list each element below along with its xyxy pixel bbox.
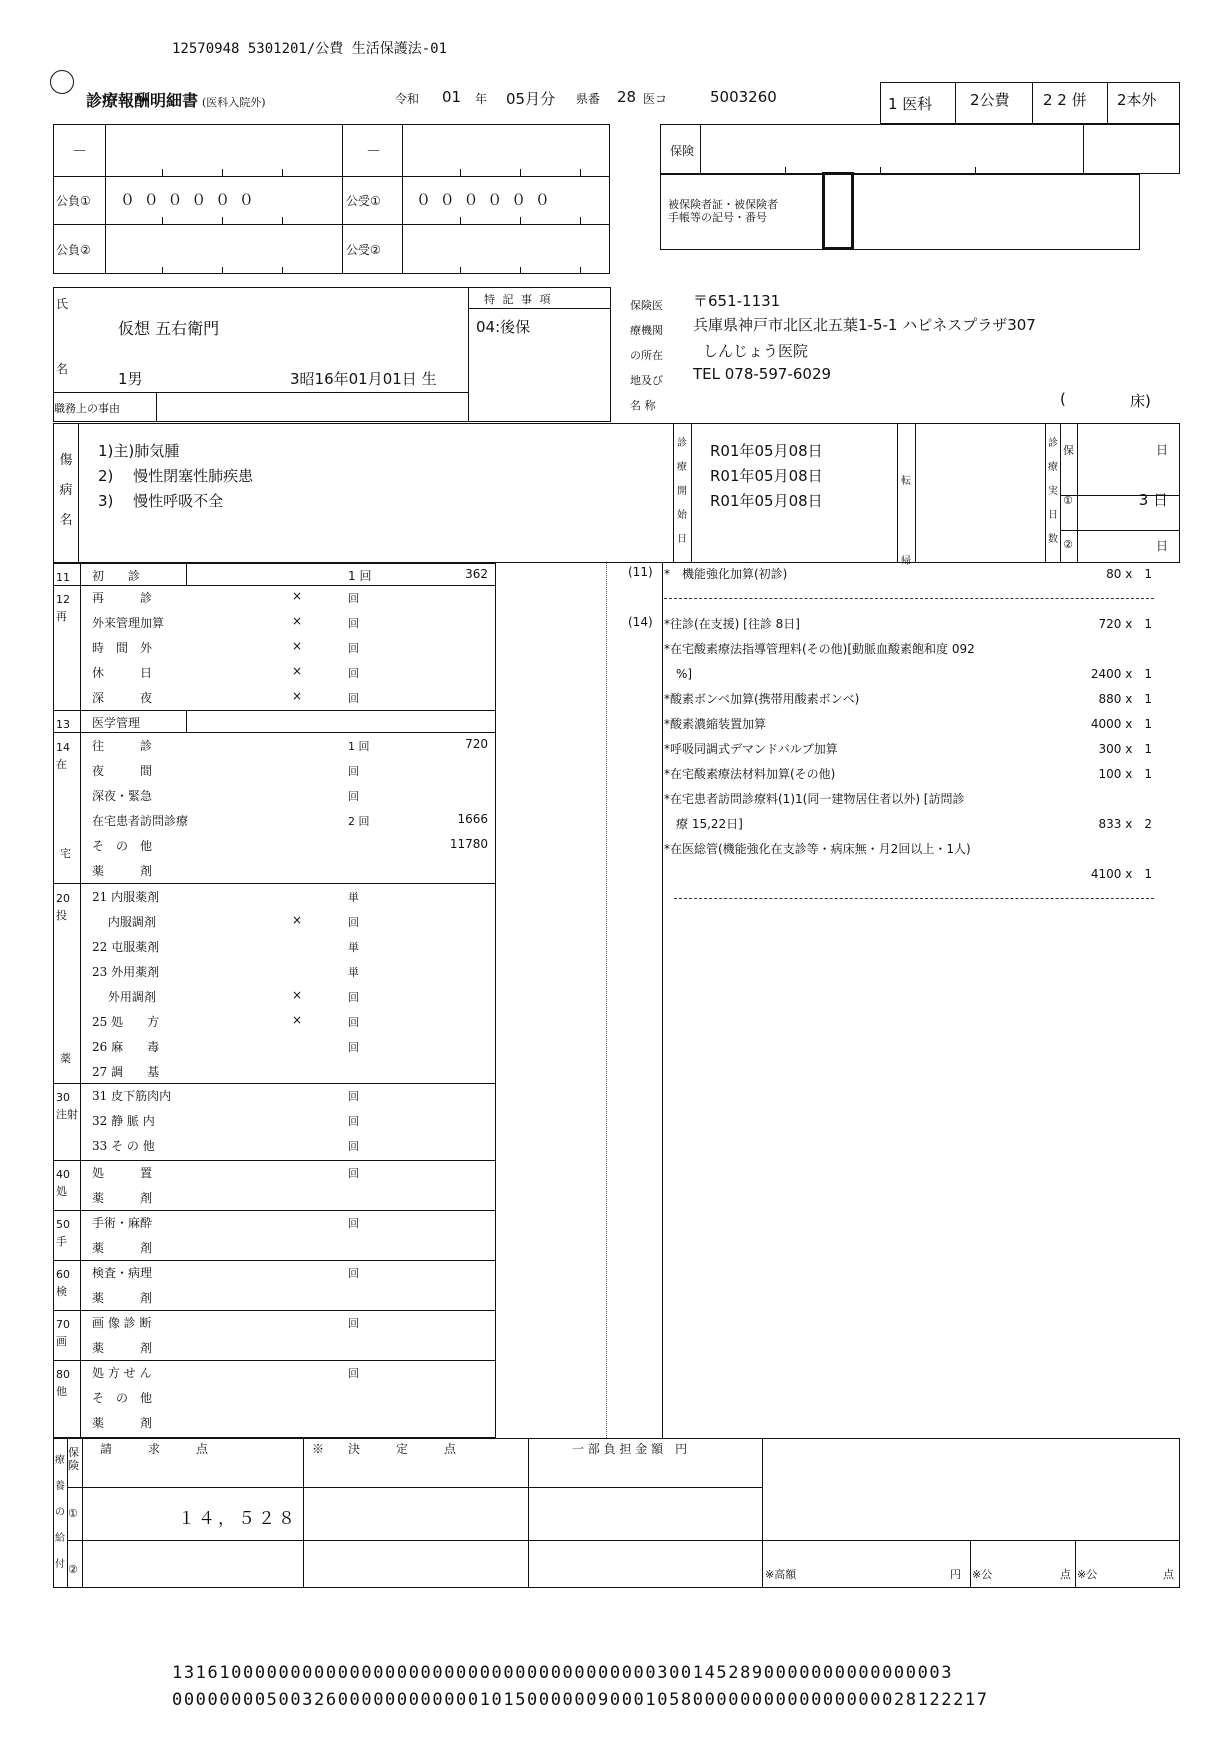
- claim-label: 請 求 点: [100, 1442, 209, 1456]
- clinic-name: しんじょう医院: [703, 342, 809, 360]
- type-box-4: 2本外: [1117, 91, 1157, 109]
- days-public-1: 3 日: [1138, 491, 1168, 509]
- category-row-name: 手術・麻酔: [92, 1216, 153, 1230]
- days-key-3: ②: [1063, 538, 1073, 551]
- patient-sex: 1男: [118, 370, 143, 388]
- totals-row-1: ①: [68, 1507, 78, 1520]
- special-label: 特 記 事 項: [484, 293, 553, 306]
- special-value: 04:後保: [476, 318, 531, 336]
- recip1-label: 公受①: [346, 194, 381, 208]
- ko2-unit: 点: [1163, 1568, 1174, 1581]
- category-row-name: 画 像 診 断: [92, 1316, 152, 1330]
- category-row-unit: 単: [348, 941, 359, 954]
- name-label-2: 名: [56, 362, 69, 376]
- category-row-name: 31 皮下筋肉内: [92, 1089, 172, 1103]
- insurance-block: [660, 124, 1180, 174]
- footer-code-1: 131610000000000000000000000000000000000003001452890000000000000003: [172, 1663, 954, 1683]
- ko2-label: ※公: [1077, 1568, 1098, 1581]
- category-row-unit: 回: [348, 1140, 359, 1153]
- category-row-name: 再 診: [92, 591, 153, 605]
- category-row-name: 21 内服薬剤: [92, 890, 160, 904]
- category-name: 初 診: [92, 569, 141, 583]
- detail-amount: 880 x 1: [1098, 692, 1152, 706]
- category-row-unit: 回: [348, 916, 359, 929]
- detail-text: *在宅患者訪問診療料(1)1(同一建物居住者以外) [訪問診: [664, 792, 965, 806]
- category-row-name: 時 間 外: [92, 641, 153, 655]
- tou-label: 薬: [60, 1052, 71, 1065]
- ko1-unit: 点: [1060, 1568, 1071, 1581]
- footer-code-2: 000000005003260000000000001015000000900010580000000000000000028122217: [172, 1690, 989, 1710]
- era: 令和: [395, 92, 420, 106]
- category-row-points: 11780: [449, 837, 488, 851]
- category-code: 12 再: [56, 593, 70, 623]
- category-row-name: 32 静 脈 内: [92, 1114, 155, 1128]
- category-row-unit: 回: [348, 1217, 359, 1230]
- start-date-label: 診 療 開 始 日: [677, 438, 687, 545]
- category-row-name: 内服調剤: [92, 915, 156, 929]
- year-unit: 年: [475, 92, 488, 106]
- category-code: 13: [56, 718, 70, 731]
- category-row-name: 薬 剤: [92, 864, 153, 878]
- category-row-unit: 1 回: [348, 740, 370, 753]
- category-row-name: 薬 剤: [92, 1291, 153, 1305]
- category-row-unit: 回: [348, 617, 359, 630]
- detail-text: * 機能強化加算(初診): [664, 567, 788, 581]
- ko1-label: ※公: [972, 1568, 993, 1581]
- start-date-3: R01年05月08日: [710, 492, 823, 510]
- detail-amount: 4100 x 1: [1090, 867, 1152, 881]
- category-points: 362: [465, 567, 488, 581]
- category-count: 1 回: [348, 569, 372, 583]
- category-row-unit: 回: [348, 1090, 359, 1103]
- totals-row-2: ②: [68, 1563, 78, 1576]
- category-row-name: 外用調剤: [92, 990, 156, 1004]
- category-code: 80 他: [56, 1368, 70, 1398]
- detail-amount: 720 x 1: [1098, 617, 1152, 631]
- inst-label: 医コ: [643, 92, 668, 106]
- category-code: 70 画: [56, 1318, 70, 1348]
- dash-left: －: [72, 142, 88, 160]
- diagnosis-label: 傷 病 名: [59, 453, 73, 528]
- category-row-name: 薬 剤: [92, 1241, 153, 1255]
- detail-section: (11): [628, 565, 653, 579]
- clinic-tel: TEL 078-597-6029: [693, 365, 832, 383]
- category-row-name: 33 そ の 他: [92, 1139, 155, 1153]
- category-row-unit: 単: [348, 966, 359, 979]
- category-row-name: 深 夜: [92, 691, 153, 705]
- diagnosis-1: 1)主)肺気腫: [98, 442, 180, 460]
- pref-no: 28: [617, 88, 637, 106]
- detail-text: *在医総管(機能強化在支診等・病床無・月2回以上・1人): [664, 842, 971, 856]
- detail-amount: 300 x 1: [1098, 742, 1152, 756]
- detail-text: *呼吸同調式デマンドバルブ加算: [664, 742, 838, 756]
- category-row-times: ×: [292, 664, 303, 678]
- detail-amount: 100 x 1: [1098, 767, 1152, 781]
- detail-text: %]: [664, 667, 693, 681]
- category-row-points: 720: [465, 737, 488, 751]
- clinic-zip: 〒651-1131: [693, 292, 781, 310]
- diagnosis-3: 3) 慢性呼吸不全: [98, 492, 224, 510]
- zai-label: 宅: [60, 847, 71, 860]
- category-row-points: 1666: [457, 812, 488, 826]
- detail-text: 療 15,22日]: [664, 817, 743, 831]
- detail-amount: 833 x 2: [1098, 817, 1152, 831]
- category-row-name: 外来管理加算: [92, 616, 165, 630]
- category-code: 14 在: [56, 741, 70, 771]
- category-row-unit: 回: [348, 592, 359, 605]
- category-row-unit: 回: [348, 1041, 359, 1054]
- reason-label: 職務上の事由: [54, 402, 120, 415]
- type-box-3: 2 2 併: [1043, 91, 1087, 109]
- category-row-unit: 回: [348, 1367, 359, 1380]
- detail-amount: 80 x 1: [1106, 567, 1152, 581]
- category-row-name: 25 処 方: [92, 1015, 160, 1029]
- form-title: 診療報酬明細書 (医科入院外): [86, 91, 266, 110]
- start-date-1: R01年05月08日: [710, 442, 823, 460]
- category-code: 30 注射: [56, 1091, 78, 1121]
- year: 01: [442, 88, 462, 106]
- kogaku-unit: 円: [950, 1568, 961, 1581]
- days-key-1: 保: [1063, 444, 1074, 457]
- category-row-name: 23 外用薬剤: [92, 965, 160, 979]
- category-row-name: そ の 他: [92, 1391, 153, 1405]
- category-row-name: 処 置: [92, 1166, 153, 1180]
- category-row-name: 往 診: [92, 739, 153, 753]
- category-row-name: 在宅患者訪問診療: [92, 814, 189, 828]
- clinic-address: 兵庫県神戸市北区北五葉1-5-1 ハピネスプラザ307: [693, 316, 1036, 334]
- category-row-unit: 回: [348, 1267, 359, 1280]
- diagnosis-2: 2) 慢性閉塞性肺疾患: [98, 467, 254, 485]
- insured-mark-box: [822, 172, 854, 250]
- category-code: 11: [56, 571, 70, 584]
- beds-close: 床): [1130, 392, 1151, 410]
- category-row-unit: 回: [348, 765, 359, 778]
- category-row-name: 26 麻 毒: [92, 1040, 160, 1054]
- decision-label: ※ 決 定 点: [312, 1442, 457, 1456]
- payer1-value: ０ ０ ０ ０ ０ ０: [120, 191, 256, 209]
- dash-right: －: [366, 142, 382, 160]
- category-code: 40 処: [56, 1168, 70, 1198]
- name-label-1: 氏: [56, 297, 69, 311]
- category-row-name: 検査・病理: [92, 1266, 153, 1280]
- days-label: 診 療 実 日 数: [1048, 438, 1058, 545]
- clinic-labels: 保険医 療機関 の所在 地及び 名 称: [630, 299, 663, 412]
- type-box-2: 2公費: [970, 91, 1010, 109]
- detail-text: *酸素濃縮装置加算: [664, 717, 767, 731]
- detail-text: *往診(在支援) [往診 8日]: [664, 617, 800, 631]
- category-row-unit: 回: [348, 1115, 359, 1128]
- category-row-name: 深夜・緊急: [92, 789, 153, 803]
- beds-open: (: [1060, 390, 1066, 408]
- recip2-label: 公受②: [346, 243, 381, 257]
- category-code: 20 投: [56, 892, 70, 922]
- inst-code: 5003260: [710, 88, 777, 106]
- category-code: 60 検: [56, 1268, 70, 1298]
- category-row-name: 夜 間: [92, 764, 153, 778]
- category-row-times: ×: [292, 988, 303, 1002]
- category-row-unit: 回: [348, 667, 359, 680]
- category-row-unit: 回: [348, 642, 359, 655]
- category-row-name: 22 屯服薬剤: [92, 940, 160, 954]
- month: 05月分: [506, 90, 556, 108]
- insured-label: 被保険者証・被保険者 手帳等の記号・番号: [668, 198, 778, 224]
- category-name: 医学管理: [92, 716, 141, 730]
- claim-public-1: １４，５２８: [178, 1509, 298, 1529]
- category-row-unit: 回: [348, 1317, 359, 1330]
- category-row-unit: 2 回: [348, 815, 370, 828]
- days-public-2: 日: [1155, 539, 1168, 553]
- category-row-times: ×: [292, 639, 303, 653]
- recip1-value: ０ ０ ０ ０ ０ ０: [416, 191, 552, 209]
- payer2-label: 公負②: [56, 243, 91, 257]
- type-box-1: 1 医科: [888, 95, 933, 113]
- payer1-label: 公負①: [56, 194, 91, 208]
- detail-text: *在宅酸素療法材料加算(その他): [664, 767, 836, 781]
- detail-amount: 2400 x 1: [1090, 667, 1152, 681]
- start-date-2: R01年05月08日: [710, 467, 823, 485]
- category-row-unit: 回: [348, 790, 359, 803]
- outcome-label: 転 帰: [901, 476, 911, 567]
- category-code: 50 手: [56, 1218, 70, 1248]
- detail-text: *在宅酸素療法指導管理料(その他)[動脈血酸素飽和度 092: [664, 642, 975, 656]
- pref-label: 県番: [576, 92, 601, 106]
- category-row-name: 休 日: [92, 666, 153, 680]
- copay-label: 一 部 負 担 金 額 円: [572, 1442, 688, 1456]
- category-row-name: 薬 剤: [92, 1191, 153, 1205]
- days-key-2: ①: [1063, 494, 1073, 507]
- totals-row-insurance: 保険: [68, 1446, 79, 1472]
- category-row-times: ×: [292, 689, 303, 703]
- category-row-unit: 回: [348, 1167, 359, 1180]
- category-row-name: 処 方 せ ん: [92, 1366, 152, 1380]
- top-code: 12570948 5301201/公費 生活保護法-01: [172, 41, 448, 57]
- category-row-name: そ の 他: [92, 839, 153, 853]
- detail-section: (14): [628, 615, 653, 629]
- category-row-unit: 回: [348, 991, 359, 1004]
- category-row-unit: 回: [348, 692, 359, 705]
- detail-amount: 4000 x 1: [1090, 717, 1152, 731]
- patient-name: 仮想 五右衛門: [118, 319, 220, 338]
- kogaku-label: ※高額: [765, 1568, 797, 1581]
- category-row-times: ×: [292, 614, 303, 628]
- category-row-name: 薬 剤: [92, 1416, 153, 1430]
- insurance-label: 保険: [670, 144, 695, 158]
- category-row-times: ×: [292, 1013, 303, 1027]
- circle-mark: [50, 70, 74, 94]
- category-row-name: 薬 剤: [92, 1341, 153, 1355]
- category-row-unit: 回: [348, 1016, 359, 1029]
- category-row-name: 27 調 基: [92, 1065, 160, 1079]
- patient-birth: 3昭16年01月01日 生: [290, 370, 437, 388]
- days-insurance: 日: [1155, 443, 1168, 457]
- category-row-times: ×: [292, 913, 303, 927]
- totals-side-label: 療 養 の 給 付: [55, 1455, 65, 1570]
- category-row-times: ×: [292, 589, 303, 603]
- category-row-unit: 単: [348, 891, 359, 904]
- detail-text: *酸素ボンベ加算(携帯用酸素ボンベ): [664, 692, 860, 706]
